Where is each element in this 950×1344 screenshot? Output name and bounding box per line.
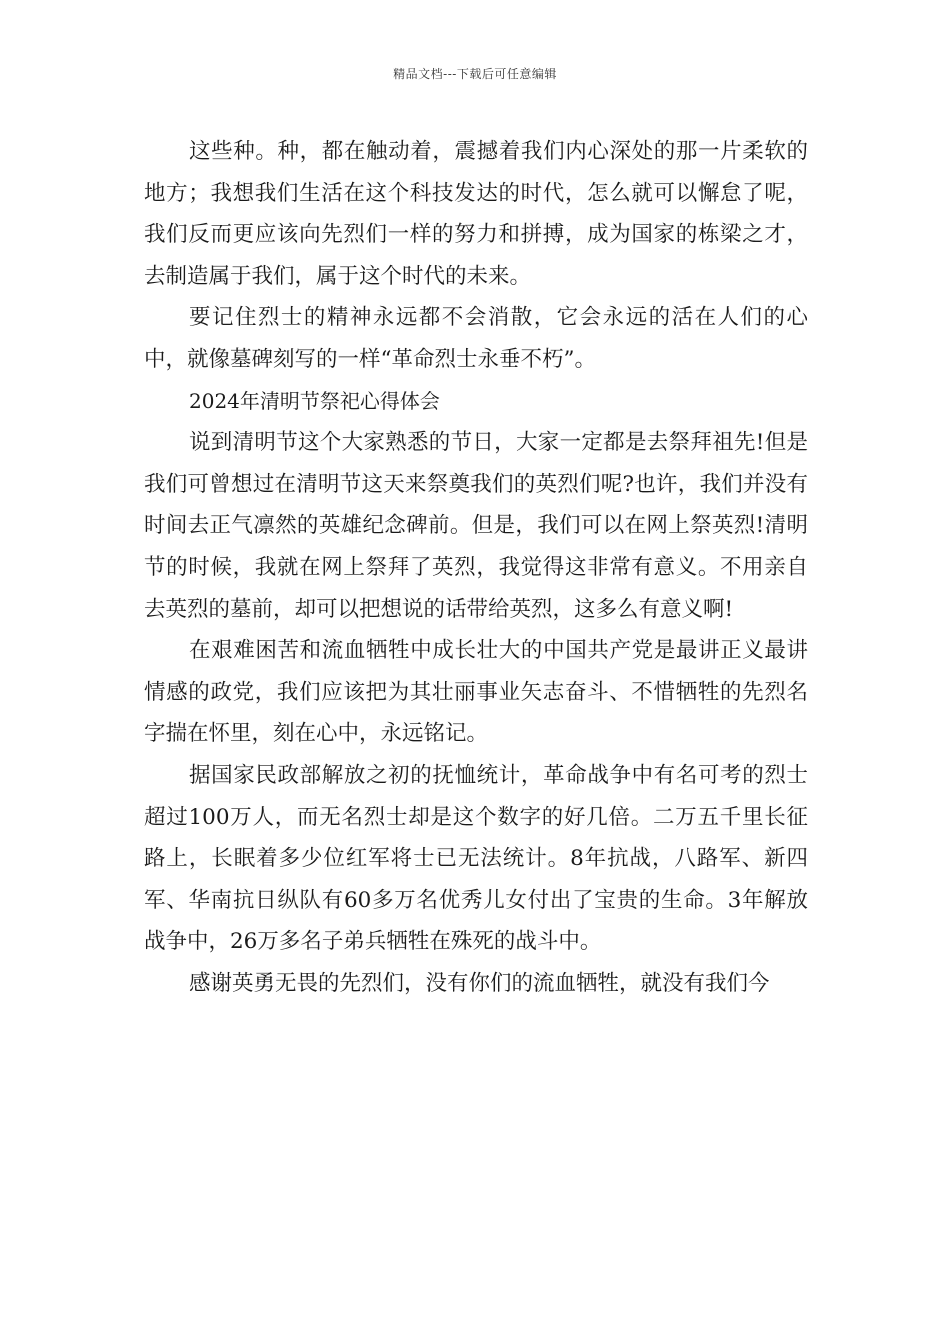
paragraph: 据国家民政部解放之初的抚恤统计，革命战争中有名可考的烈士超过100万人，而无名烈士却是这个数字的好几倍。二万五千里长征路上，长眠着多少位红军将士已无法统计。8年抗战，八路军、新四军、华南抗日纵队有60多万名优秀儿女付出了宝贵的生命。3年解放战争中，26万多名子弟兵牺牲在殊死的战斗中。 [144, 762, 808, 955]
paragraph: 说到清明节这个大家熟悉的节日，大家一定都是去祭拜祖先!但是我们可曾想过在清明节这天来祭奠我们的英烈们呢?也许，我们并没有时间去正气凛然的英雄纪念碑前。但是，我们可以在网上祭英烈!清明节的时候，我就在网上祭拜了英烈，我觉得这非常有意义。不用亲自去英烈的墓前，却可以把想说的话带给英烈，这多么有意义啊! [144, 430, 808, 622]
page-header: 精品文档---下载后可任意编辑 [393, 67, 557, 81]
paragraph: 感谢英勇无畏的先烈们，没有你们的流血牺牲，就没有我们今 [189, 970, 770, 996]
document-body [144, 131, 808, 1004]
paragraph: 这些种。种，都在触动着，震撼着我们内心深处的那一片柔软的地方；我想我们生活在这个科技发达的时代，怎么就可以懈怠了呢，我们反而更应该向先烈们一样的努力和拼搏，成为国家的栋梁之才，去制造属于我们，属于这个时代的未来。 [144, 139, 808, 289]
paragraph: 在艰难困苦和流血牺牲中成长壮大的中国共产党是最讲正义最讲情感的政党，我们应该把为其壮丽事业矢志奋斗、不惜牺牲的先烈名字揣在怀里，刻在心中，永远铭记。 [144, 638, 808, 747]
paragraph: 要记住烈士的精神永远都不会消散，它会永远的活在人们的心中，就像墓碑刻写的一样“革命烈士永垂不朽”。 [144, 305, 808, 372]
section-title: 2024年清明节祭祀心得体会 [189, 388, 440, 413]
